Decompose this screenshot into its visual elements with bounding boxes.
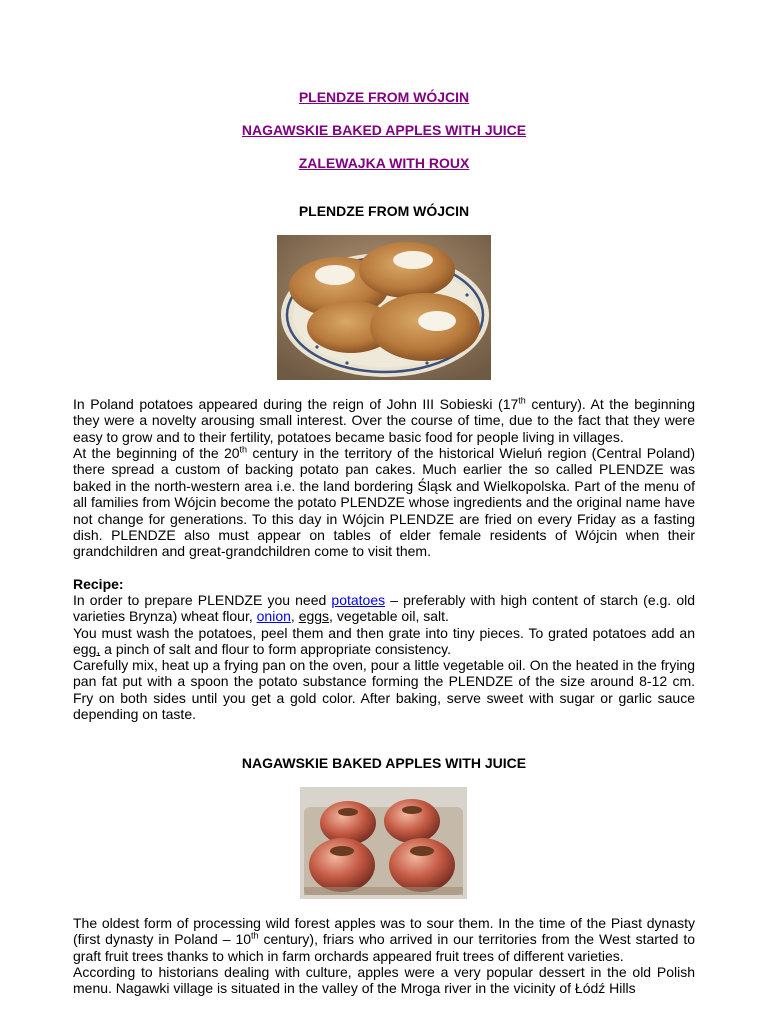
intro-sup: th [518, 395, 526, 406]
recipe-label: Recipe: [73, 576, 124, 592]
recipe-ingredients-paragraph [73, 592, 695, 625]
section-heading-baked-apples: NAGAWSKIE BAKED APPLES WITH JUICE [241, 755, 527, 771]
history-text-b: century in the territory of the historical Wieluń region (Central Poland) there spread a custom of backing potato pan cakes. Much earlier the so called PLENDZE was baked in the north-western area i.e. the land bordering Śląsk and Wielkopolska. Part of the menu of all families from Wójcin become the potato PLENDZE whose ingredients and the original name have not change for generations. To this day in Wójcin PLENDZE are fried on every Friday as a fasting dish. PLENDZE also must appear on tables of elder female residents of Wójcin when their grandchildren and great-grandchildren come to visit them. [73, 445, 695, 560]
recipe1-text-c: , [290, 608, 299, 625]
recipe2-text-b: a pinch of salt and flour to form appropriate consistency. [100, 641, 451, 658]
plendze-photo [277, 235, 491, 380]
history-sup: th [239, 444, 248, 455]
apples-history-paragraph [73, 915, 695, 964]
eggs-text: eggs [298, 608, 330, 625]
history-text-a: At the beginning of the 20 [73, 445, 240, 461]
plendze-history-paragraph [73, 445, 695, 560]
intro-text-a: In Poland potatoes appeared during the reign of John III Sobieski (17 [73, 396, 519, 412]
plendze-intro-paragraph [73, 396, 695, 445]
recipe1-text-d: , vegetable oil, salt. [329, 608, 449, 625]
toc-link-zalewajka[interactable]: ZALEWAJKA WITH ROUX [298, 155, 470, 171]
recipe2-text-a: You must wash the potatoes, peel them and then grate into tiny pieces. To grated potatoes add an egg [73, 625, 695, 658]
recipe1-text-b: – preferably with high content of starch (e.g. old varieties Brynza) wheat flour, [73, 592, 695, 625]
baked-apples-photo [300, 787, 467, 899]
apples-p1-text-b: century), friars who arrived in our territories from the West started to graft fruit trees thanks to which in farm orchards appeared fruit trees of different varieties. [73, 931, 695, 964]
toc-link-baked-apples[interactable]: NAGAWSKIE BAKED APPLES WITH JUICE [241, 122, 527, 138]
potatoes-link[interactable]: potatoes [331, 592, 386, 608]
intro-text-b: century). At the beginning they were a novelty arousing small interest. Over the course of time, due to the fact that they were easy to grow and to their fertility, potatoes became basic food for people living in villages. [73, 396, 695, 445]
section-heading-plendze: PLENDZE FROM WÓJCIN [298, 203, 470, 219]
onion-link[interactable]: onion [256, 608, 291, 625]
apples-culture-paragraph: According to historians dealing with culture, apples were a very popular dessert in the old Polish menu. Nagawki village is situated in the valley of the Mroga river in the vicinity of Łódź Hills [73, 964, 695, 997]
apples-p1-text-a: The oldest form of processing wild forest apples was to sour them. In the time of the Piast dynasty (first dynasty in Poland – 10 [73, 915, 695, 948]
recipe-preparation-paragraph [73, 625, 695, 658]
recipe1-text-a: In order to prepare PLENDZE you need [73, 592, 332, 608]
recipe-frying-paragraph: Carefully mix, heat up a frying pan on the oven, pour a little vegetable oil. On the heated in the frying pan fat put with a spoon the potato substance forming the PLENDZE of the size around 8-12 cm. Fry on both sides until you get a gold color. After baking, serve sweet with sugar or garlic sauce depending on taste. [73, 657, 695, 723]
recipe2-comma: , [96, 641, 101, 658]
apples-p1-sup: th [251, 930, 259, 941]
toc-link-plendze[interactable]: PLENDZE FROM WÓJCIN [298, 89, 470, 105]
